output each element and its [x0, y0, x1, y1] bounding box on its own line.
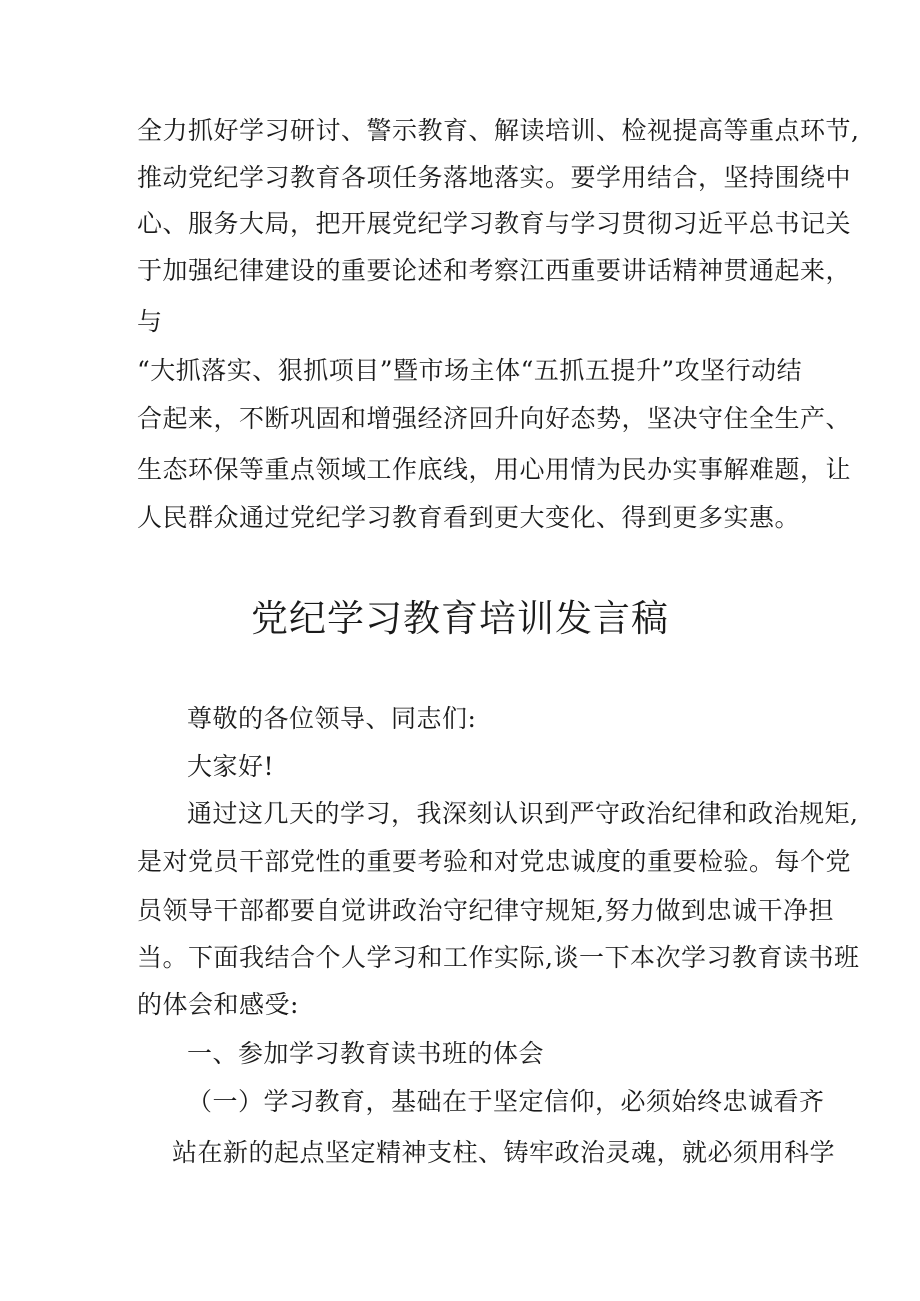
paragraph-line: “大抓落实、狠抓项目”暨市场主体“五抓五提升”攻坚行动结: [137, 356, 803, 385]
body-line: 的体会和感受:: [137, 990, 299, 1019]
paragraph-line: 推动党纪学习教育各项任务落地落实。要学用结合，坚持围绕中: [137, 163, 852, 192]
paragraph-line: 心、服务大局，把开展党纪学习教育与学习贯彻习近平总书记关: [137, 209, 852, 238]
salutation: 尊敬的各位领导、同志们:: [187, 704, 477, 733]
body-line: 站在新的起点坚定精神支柱、铸牢政治灵魂，就必须用科学: [172, 1138, 836, 1167]
subsection-heading: （一）学习教育，基础在于坚定信仰，必须始终忠诚看齐: [187, 1087, 825, 1116]
body-line: 是对党员干部党性的重要考验和对党忠诚度的重要检验。每个党: [137, 847, 852, 876]
paragraph-line: 与: [137, 307, 163, 336]
paragraph-line: 生态环保等重点领域工作底线，用心用情为民办实事解难题，让: [137, 455, 852, 484]
body-line: 员领导干部都要自觉讲政治守纪律守规矩,努力做到忠诚干净担: [137, 896, 834, 925]
greeting: 大家好!: [187, 752, 275, 781]
body-line: 当。下面我结合个人学习和工作实际,谈一下本次学习教育读书班: [137, 943, 860, 972]
body-line: 通过这几天的学习，我深刻认识到严守政治纪律和政治规矩,: [187, 799, 859, 828]
paragraph-line: 合起来，不断巩固和增强经济回升向好态势，坚决守住全生产、: [137, 404, 852, 433]
paragraph-line: 全力抓好学习研讨、警示教育、解读培训、检视提高等重点环节,: [137, 116, 860, 145]
paragraph-line: 人民群众通过党纪学习教育看到更大变化、得到更多实惠。: [137, 503, 801, 532]
document-title: 党纪学习教育培训发言稿: [251, 597, 669, 640]
paragraph-line: 于加强纪律建设的重要论述和考察江西重要讲话精神贯通起来，: [137, 256, 852, 285]
section-heading: 一、参加学习教育读书班的体会: [187, 1039, 545, 1068]
